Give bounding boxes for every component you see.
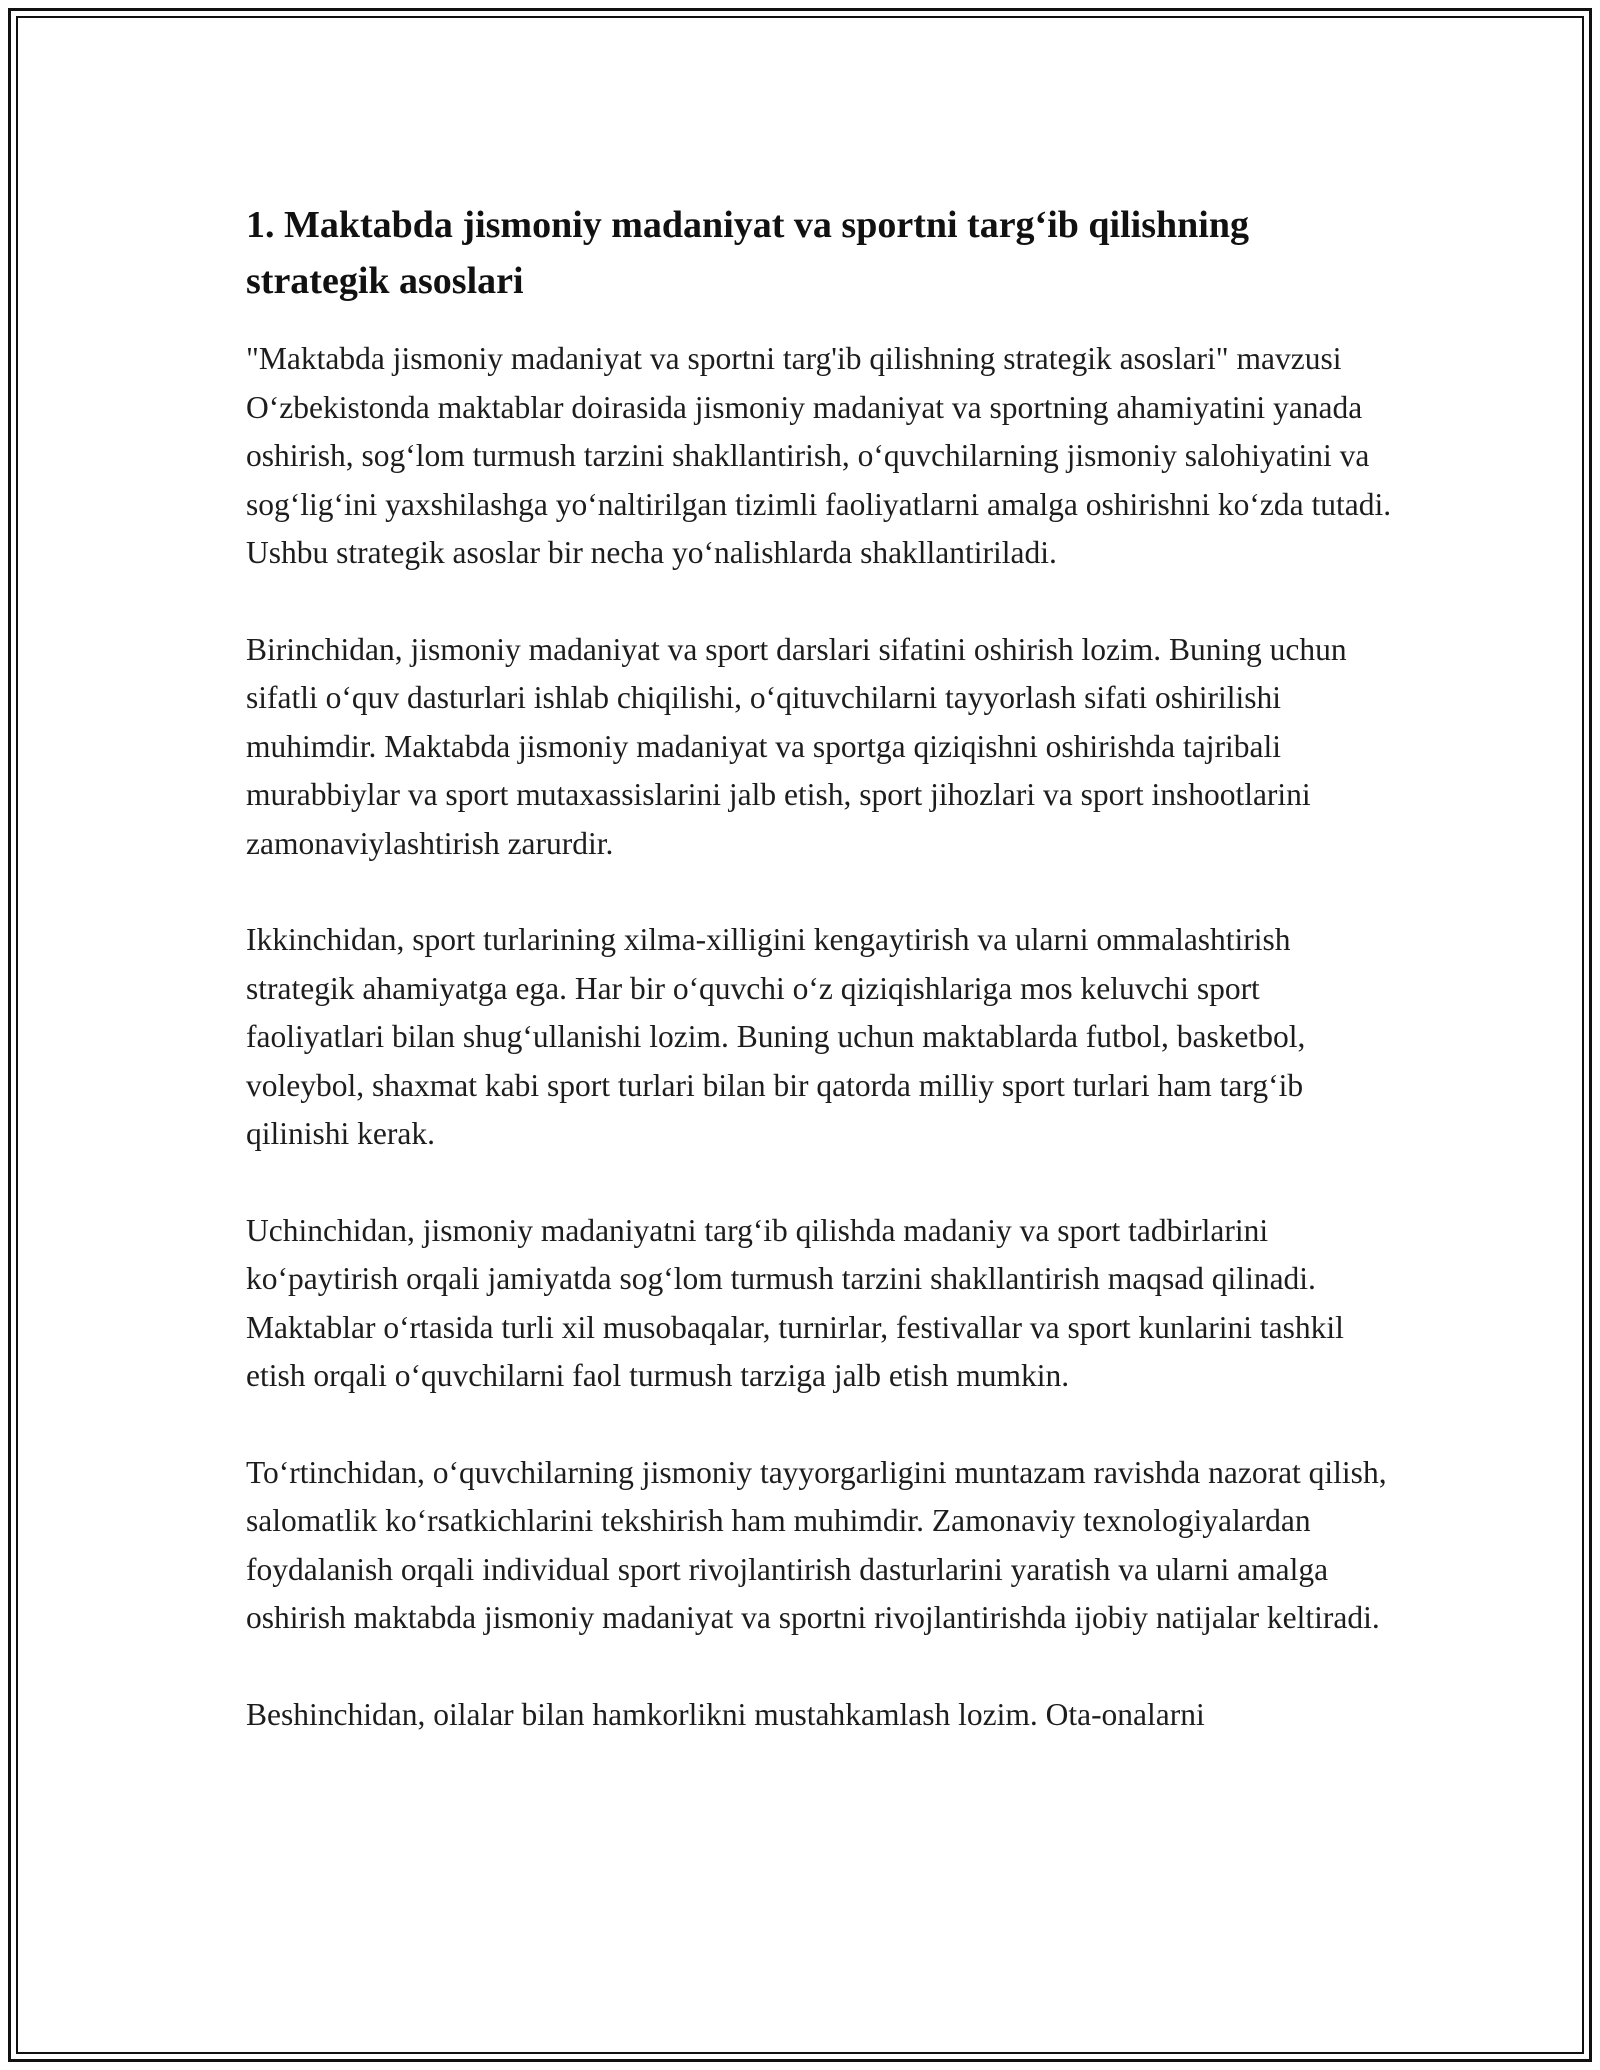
paragraph-fourth: To‘rtinchidan, o‘quvchilarning jismoniy tayyorgarligini muntazam ravishda nazorat qilish, salomatlik ko‘rsatkichlarini tekshirish ham muhimdir. Zamonaviy texnologiyalardan foydalanish orqali individual sport rivojlantirish dasturlarini yaratish va ularni amalga oshirish maktabda jismoniy madaniyat va sportni rivojlantirishda ijobiy natijalar keltiradi.	[246, 1454, 1387, 1635]
section-heading: 1. Maktabda jismoniy madaniyat va sportni targ‘ib qilishning strategik asoslari	[246, 204, 1249, 302]
paragraph-fifth: Beshinchidan, oilalar bilan hamkorlikni mustahkamlash lozim. Ota-onalarni	[246, 1696, 1205, 1732]
paragraph-third: Uchinchidan, jismoniy madaniyatni targ‘ib qilishda madaniy va sport tadbirlarini ko‘paytirish orqali jamiyatda sog‘lom turmush tarzini shakllantirish maqsad qilinadi. Maktablar o‘rtasida turli xil musobaqalar, turnirlar, festivallar va sport kunlarini tashkil etish orqali o‘quvchilarni faol turmush tarziga jalb etish mumkin.	[246, 1212, 1344, 1393]
document-body	[246, 197, 1396, 1787]
paragraph-second: Ikkinchidan, sport turlarining xilma-xilligini kengaytirish va ularni ommalashtirish strategik ahamiyatga ega. Har bir o‘quvchi o‘z qiziqishlariga mos keluvchi sport faoliyatlari bilan shug‘ullanishi lozim. Buning uchun maktablarda futbol, basketbol, voleybol, shaxmat kabi sport turlari bilan bir qatorda milliy sport turlari ham targ‘ib qilinishi kerak.	[246, 922, 1306, 1151]
paragraph-first: Birinchidan, jismoniy madaniyat va sport darslari sifatini oshirish lozim. Buning uchun sifatli o‘quv dasturlari ishlab chiqilishi, o‘qituvchilarni tayyorlash sifati oshirilishi muhimdir. Maktabda jismoniy madaniyat va sportga qiziqishni oshirishda tajribali murabbiylar va sport mutaxassislarini jalb etish, sport jihozlari va sport inshootlarini zamonaviylashtirish zarurdir.	[246, 631, 1347, 861]
paragraph-intro: "Maktabda jismoniy madaniyat va sportni targ'ib qilishning strategik asoslari" mavzusi O‘zbekistonda maktablar doirasida jismoniy madaniyat va sportning ahamiyatini yanada oshirish, sog‘lom turmush tarzini shakllantirish, o‘quvchilarning jismoniy salohiyatini va sog‘lig‘ini yaxshilashga yo‘naltirilgan tizimli faoliyatlarni amalga oshirishni ko‘zda tutadi. Ushbu strategik asoslar bir necha yo‘nalishlarda shakllantiriladi.	[246, 341, 1392, 570]
page-border	[8, 8, 1592, 2062]
